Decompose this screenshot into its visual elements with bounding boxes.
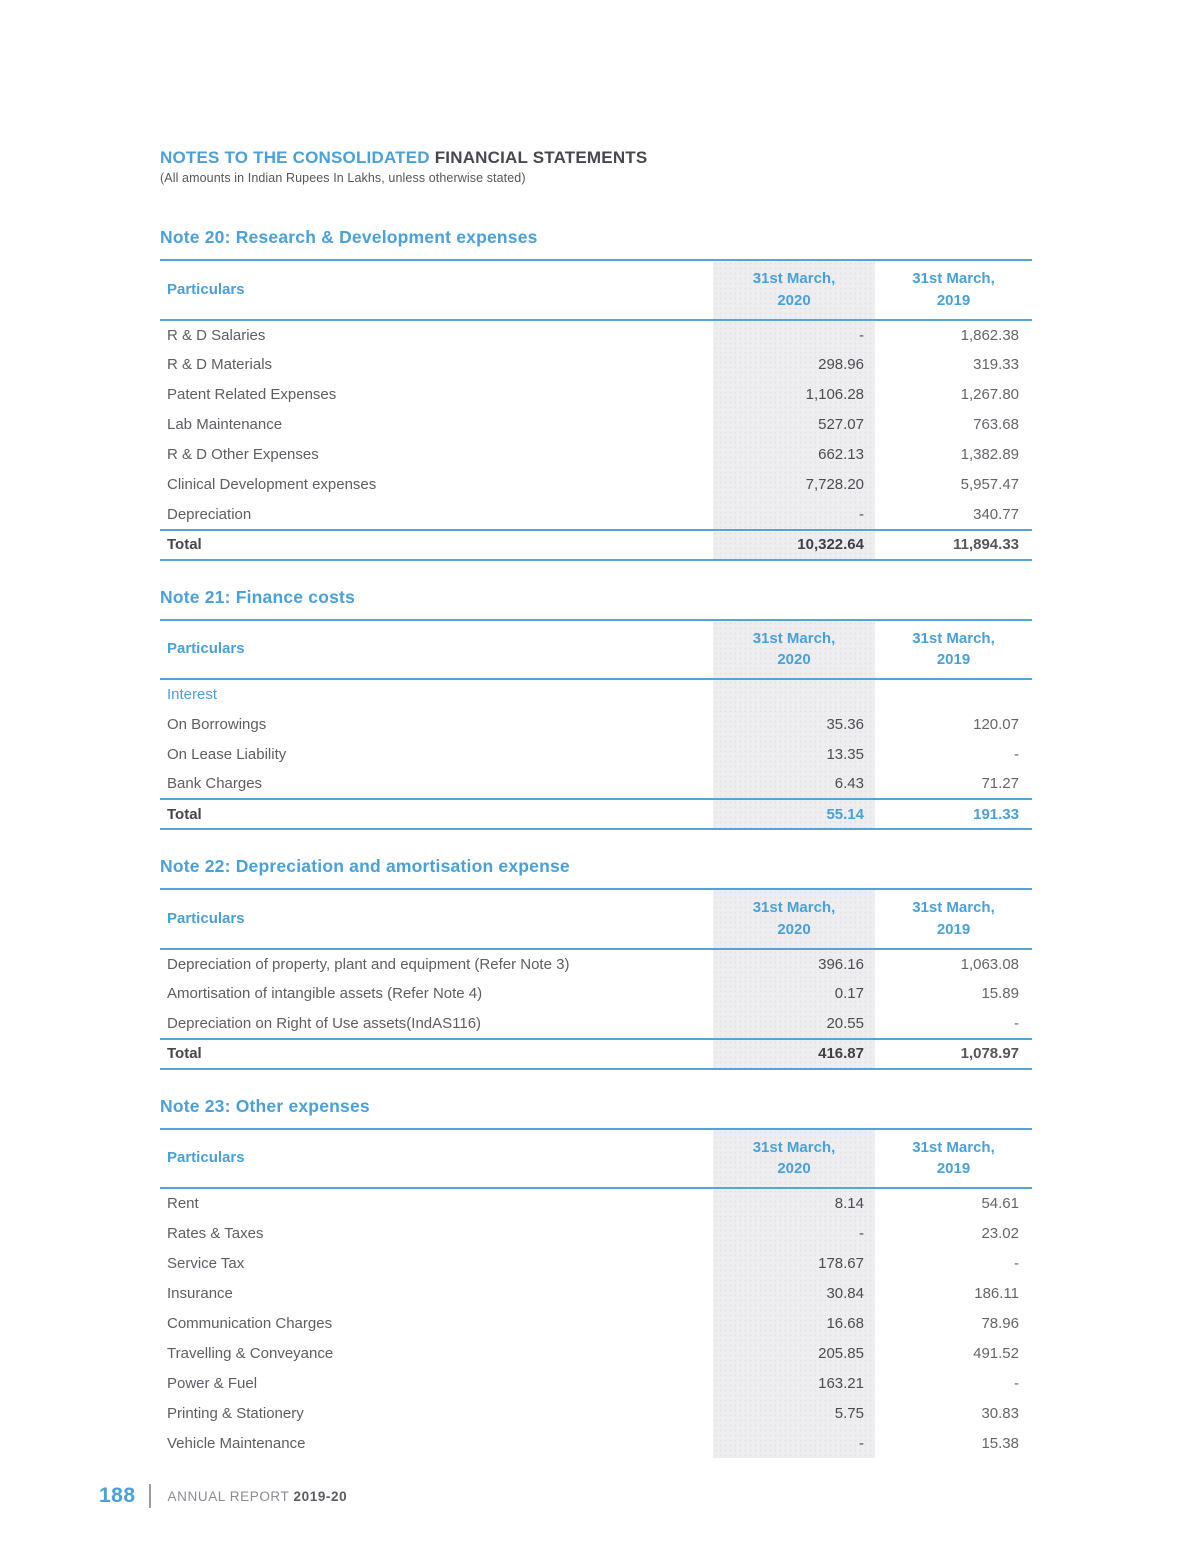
- row-label: Communication Charges: [167, 1314, 333, 1332]
- page-number: 188: [99, 1484, 136, 1507]
- value-2019: [875, 679, 1032, 709]
- value-2020: 396.16: [713, 949, 875, 979]
- value-2020: 662.13: [713, 440, 875, 470]
- note-table: [160, 1128, 1032, 1459]
- note-section-22: [160, 856, 1032, 1070]
- value-2020: 163.21: [713, 1368, 875, 1398]
- note-title: Note 22: Depreciation and amortisation expense: [160, 856, 570, 876]
- footer-report-period: 2019-20: [293, 1488, 348, 1504]
- row-label: Depreciation on Right of Use assets(IndAS116): [167, 1014, 482, 1032]
- total-value-2020: 55.14: [713, 799, 875, 829]
- value-2019: 763.68: [973, 416, 1019, 433]
- table-row: [160, 769, 1032, 799]
- row-label: Interest: [167, 686, 218, 703]
- table-body: [160, 1188, 1032, 1458]
- value-2020: 13.35: [713, 739, 875, 769]
- total-value-2019: 1,078.97: [960, 1045, 1019, 1062]
- row-label: Depreciation: [167, 505, 252, 523]
- row-label: Insurance: [167, 1284, 233, 1302]
- total-label: Total: [167, 805, 202, 823]
- total-row: [160, 530, 1032, 560]
- value-2020: 6.43: [713, 769, 875, 799]
- value-2020: -: [713, 1428, 875, 1458]
- value-2020: 30.84: [713, 1278, 875, 1308]
- table-row: [160, 1248, 1032, 1278]
- column-header-2020-line2: 2020: [777, 920, 811, 938]
- table-row: [160, 440, 1032, 470]
- value-2019: 491.52: [973, 1344, 1019, 1362]
- column-header-particulars: Particulars: [167, 909, 245, 927]
- value-2020: [713, 679, 875, 709]
- table-body: [160, 320, 1032, 560]
- table-row: [160, 500, 1032, 530]
- value-2020: 5.75: [713, 1398, 875, 1428]
- row-label: Printing & Stationery: [167, 1404, 304, 1422]
- table-row: [160, 1278, 1032, 1308]
- column-header-2020: [713, 889, 875, 949]
- column-header-2019-line1: 31st March,: [912, 270, 995, 287]
- column-header-2020-line2: 2020: [777, 1160, 811, 1178]
- column-header-2019-line2: 2019: [936, 1160, 971, 1178]
- row-label: Patent Related Expenses: [167, 386, 337, 403]
- value-2019: 1,862.38: [960, 326, 1019, 344]
- table-row: [160, 949, 1032, 979]
- note-section-23: [160, 1096, 1032, 1459]
- column-header-2019: [875, 1129, 1032, 1189]
- table-row: [160, 470, 1032, 500]
- value-2019: 30.83: [981, 1404, 1019, 1422]
- table-row: [160, 1218, 1032, 1248]
- row-label: R & D Materials: [167, 356, 273, 373]
- table-row: [160, 709, 1032, 739]
- column-header-2019-line2: 2019: [936, 291, 971, 309]
- column-header-particulars: Particulars: [167, 1149, 245, 1167]
- column-header-2019-line2: 2019: [936, 920, 971, 938]
- value-2020: 20.55: [713, 1009, 875, 1039]
- footer-divider: [149, 1484, 151, 1508]
- note-title: Note 20: Research & Development expenses: [160, 227, 538, 247]
- footer-report-label: ANNUAL REPORT: [167, 1488, 290, 1504]
- row-label: Service Tax: [167, 1254, 245, 1272]
- document-header: [160, 148, 1032, 185]
- value-2019: 15.38: [981, 1434, 1019, 1452]
- row-label: Vehicle Maintenance: [167, 1434, 306, 1452]
- total-label: Total: [167, 1045, 202, 1062]
- table-row: [160, 1308, 1032, 1338]
- total-value-2020: 416.87: [713, 1039, 875, 1069]
- row-label: Clinical Development expenses: [167, 476, 377, 493]
- row-label: Lab Maintenance: [167, 416, 283, 433]
- value-2020: 527.07: [713, 410, 875, 440]
- header-row: [160, 620, 1032, 680]
- total-label: Total: [167, 536, 202, 553]
- table-row: [160, 1368, 1032, 1398]
- value-2019: 120.07: [973, 715, 1019, 733]
- value-2019: -: [1014, 1014, 1019, 1032]
- column-header-2019: [875, 889, 1032, 949]
- table-body: [160, 949, 1032, 1069]
- footer-report-title: [168, 1489, 348, 1504]
- column-header-2020-line1: 31st March,: [752, 629, 836, 647]
- table-row: [160, 320, 1032, 350]
- total-row: [160, 1039, 1032, 1069]
- note-table: [160, 888, 1032, 1070]
- value-2020: 298.96: [713, 350, 875, 380]
- value-2020: -: [713, 500, 875, 530]
- table-row: [160, 679, 1032, 709]
- table-row: [160, 1428, 1032, 1458]
- column-header-2019-line1: 31st March,: [912, 629, 995, 647]
- note-title: Note 23: Other expenses: [160, 1095, 370, 1116]
- column-header-2020-line2: 2020: [777, 291, 811, 309]
- notes-container: [160, 227, 1032, 1458]
- page-subtitle: (All amounts in Indian Rupees In Lakhs, unless otherwise stated): [160, 171, 526, 185]
- total-value-2019: 191.33: [973, 805, 1019, 823]
- column-header-2020-line1: 31st March,: [752, 270, 836, 287]
- page-title-blue: NOTES TO THE CONSOLIDATED: [160, 148, 430, 167]
- row-label: On Lease Liability: [167, 745, 287, 763]
- column-header-2020: [713, 1129, 875, 1189]
- value-2020: 7,728.20: [713, 470, 875, 500]
- column-header-2020-line1: 31st March,: [752, 1138, 836, 1156]
- column-header-particulars: Particulars: [167, 280, 245, 298]
- row-label: Depreciation of property, plant and equipment (Refer Note 3): [167, 955, 570, 973]
- value-2019: -: [1014, 1254, 1019, 1272]
- page-title-dark: FINANCIAL STATEMENTS: [434, 148, 648, 167]
- value-2019: 5,957.47: [960, 476, 1019, 493]
- total-row: [160, 799, 1032, 829]
- table-row: [160, 1188, 1032, 1218]
- value-2020: 1,106.28: [713, 380, 875, 410]
- table-row: [160, 1338, 1032, 1368]
- total-value-2019: 11,894.33: [953, 536, 1019, 553]
- column-header-2020-line2: 2020: [777, 651, 811, 669]
- table-header: [160, 620, 1032, 680]
- header-row: [160, 1129, 1032, 1189]
- row-label: Power & Fuel: [167, 1374, 258, 1392]
- value-2019: 78.96: [981, 1314, 1019, 1332]
- value-2019: 1,382.89: [960, 446, 1019, 463]
- table-row: [160, 380, 1032, 410]
- column-header-particulars: Particulars: [167, 640, 245, 658]
- value-2019: 1,063.08: [960, 955, 1019, 973]
- row-label: Travelling & Conveyance: [167, 1344, 334, 1362]
- row-label: R & D Other Expenses: [167, 446, 319, 463]
- note-section-20: [160, 227, 1032, 561]
- column-header-2020-line1: 31st March,: [752, 899, 836, 916]
- row-label: On Borrowings: [167, 715, 267, 733]
- table-row: [160, 1398, 1032, 1428]
- column-header-2019: [875, 620, 1032, 680]
- table-row: [160, 739, 1032, 769]
- table-row: [160, 979, 1032, 1009]
- row-label: Rent: [167, 1195, 199, 1212]
- column-header-2019-line2: 2019: [936, 651, 971, 669]
- value-2019: 54.61: [981, 1195, 1019, 1212]
- row-label: R & D Salaries: [167, 326, 266, 344]
- value-2019: 340.77: [973, 505, 1019, 523]
- value-2019: 15.89: [981, 985, 1019, 1002]
- value-2020: 205.85: [713, 1338, 875, 1368]
- value-2020: 0.17: [713, 979, 875, 1009]
- value-2020: 16.68: [713, 1308, 875, 1338]
- row-label: Bank Charges: [167, 775, 263, 792]
- table-header: [160, 889, 1032, 949]
- table-header: [160, 1129, 1032, 1189]
- row-label: Rates & Taxes: [167, 1224, 264, 1242]
- value-2020: 8.14: [713, 1188, 875, 1218]
- column-header-2019-line1: 31st March,: [912, 1138, 995, 1156]
- value-2019: 186.11: [974, 1284, 1019, 1302]
- note-table: [160, 619, 1032, 831]
- row-label: Amortisation of intangible assets (Refer Note 4): [167, 985, 483, 1002]
- value-2019: 1,267.80: [960, 386, 1019, 403]
- table-header: [160, 260, 1032, 320]
- table-body: [160, 679, 1032, 829]
- value-2019: 319.33: [973, 356, 1019, 373]
- value-2020: 35.36: [713, 709, 875, 739]
- header-row: [160, 889, 1032, 949]
- table-row: [160, 410, 1032, 440]
- table-row: [160, 350, 1032, 380]
- note-section-21: [160, 587, 1032, 831]
- column-header-2020: [713, 620, 875, 680]
- value-2019: -: [1014, 1374, 1019, 1392]
- note-title: Note 21: Finance costs: [160, 586, 356, 607]
- header-row: [160, 260, 1032, 320]
- value-2019: 23.02: [981, 1224, 1019, 1242]
- value-2019: -: [1014, 745, 1019, 763]
- column-header-2019: [875, 260, 1032, 320]
- value-2020: 178.67: [713, 1248, 875, 1278]
- page-content: [160, 148, 1032, 1458]
- table-row: [160, 1009, 1032, 1039]
- page-footer: [99, 1484, 347, 1508]
- value-2020: -: [713, 1218, 875, 1248]
- value-2020: -: [713, 320, 875, 350]
- value-2019: 71.27: [981, 775, 1019, 792]
- column-header-2019-line1: 31st March,: [912, 899, 995, 916]
- note-table: [160, 259, 1032, 561]
- column-header-2020: [713, 260, 875, 320]
- total-value-2020: 10,322.64: [713, 530, 875, 560]
- page-title: [160, 148, 1032, 168]
